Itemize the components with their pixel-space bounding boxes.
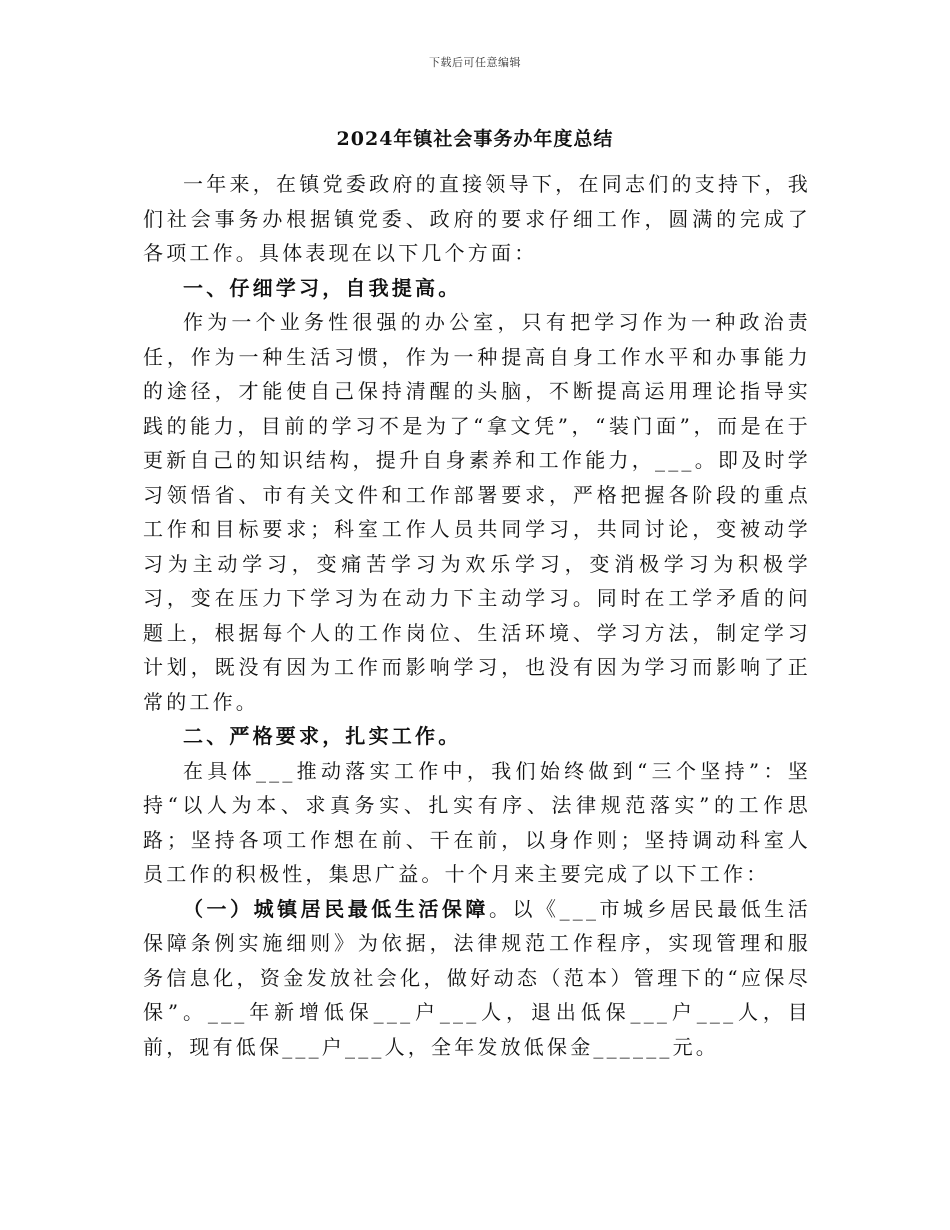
subsection-1-paragraph [143,892,811,1065]
section-heading-1: 一、仔细学习，自我提高。 [183,275,462,300]
section-2-paragraph: 在具体___推动落实工作中，我们始终做到“三个坚持”：坚持“以人为本、求真务实、扎实有序、法律规范落实”的工作思路；坚持各项工作想在前、干在前，以身作则；坚持调动科室人员工作的积极性，集思广益。十个月来主要完成了以下工作： [143,758,811,886]
header-note: 下载后可任意编辑 [429,56,521,69]
document-title: 2024年镇社会事务办年度总结 [336,128,614,150]
document-body [143,167,811,1064]
intro-paragraph: 一年来，在镇党委政府的直接领导下，在同志们的支持下，我们社会事务办根据镇党委、政府的要求仔细工作，圆满的完成了各项工作。具体表现在以下几个方面： [143,172,811,265]
subsection-1-lead: （一）城镇居民最低生活保障 [183,896,489,921]
section-heading-2: 二、严格要求，扎实工作。 [183,724,462,748]
section-1-paragraph: 作为一个业务性很强的办公室，只有把学习作为一种政治责任，作为一种生活习惯，作为一种提高自身工作水平和办事能力的途径，才能使自己保持清醒的头脑，不断提高运用理论指导实践的能力，目前的学习不是为了“拿文凭”，“装门面”，而是在于更新自己的知识结构，提升自身素养和工作能力，___。即及时学习领悟省、市有关文件和工作部署要求，严格把握各阶段的重点工作和目标要求；科室工作人员共同学习，共同讨论，变被动学习为主动学习，变痛苦学习为欢乐学习，变消极学习为积极学习，变在压力下学习为在动力下主动学习。同时在工学矛盾的问题上，根据每个人的工作岗位、生活环境、学习方法，制定学习计划，既没有因为工作而影响学习，也没有因为学习而影响了正常的工作。 [143,310,811,714]
subsection-1-text: 。以《___市城乡居民最低生活保障条例实施细则》为依据，法律规范工作程序，实现管理和服务信息化，资金发放社会化，做好动态（范本）管理下的“应保尽保”。___年新增低保___户___人，退出低保___户___人，目前，现有低保___户___人，全年发放低保金______元。 [143,896,811,1059]
